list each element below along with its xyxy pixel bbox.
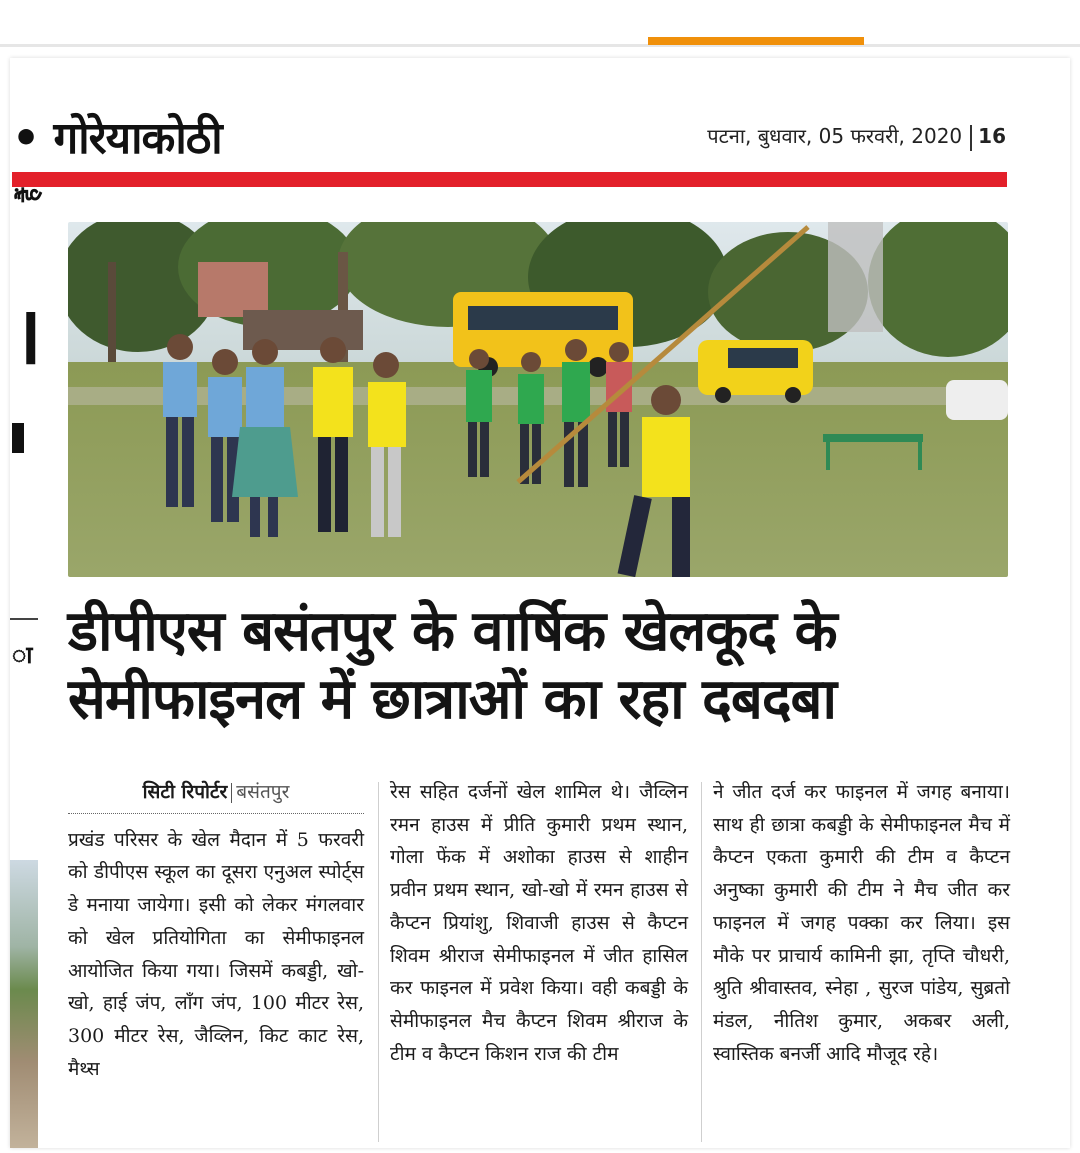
date-text: पटना, बुधवार, 05 फरवरी, 2020 — [707, 124, 963, 148]
byline-separator — [231, 783, 232, 803]
red-rule — [12, 172, 1007, 187]
column-divider — [701, 782, 702, 1142]
sports-field-photo — [68, 222, 1008, 577]
adjacent-mark — [12, 423, 24, 453]
byline — [68, 776, 364, 814]
article-column — [390, 776, 688, 1070]
news-photo — [68, 222, 1008, 577]
newspaper-page — [10, 58, 1070, 1148]
column-divider — [378, 782, 379, 1142]
dateline — [707, 122, 1006, 151]
section-title: • गोरेयाकोठी — [12, 113, 222, 164]
headline: डीपीएस बसंतपुर के वार्षिक खेलकूद के सेमीफाइनल में छात्राओं का रहा दबदबा — [68, 599, 837, 732]
adjacent-text-fragment: हैं — [15, 188, 45, 202]
adjacent-page-strip — [10, 188, 45, 1148]
adjacent-text-fragment: । — [12, 289, 43, 382]
page-number: 16 — [978, 124, 1006, 148]
adjacent-photo — [10, 860, 38, 1148]
article-text: ने जीत दर्ज कर फाइनल में जगह बनाया। साथ ही छात्रा कबड्डी के सेमीफाइनल मैच में कैप्टन एकता कुमारी की टीम व कैप्टन अनुष्का कुमारी की टीम ने मैच जीत कर फाइनल में जगह पक्का कर लिया। इस मौके पर प्राचार्य कामिनी झा, तृप्ति चौधरी, श्रुति श्रीवास्तव, स्नेहा , सुरज पांडेय, सुब्रतो मंडल, नीतिश कुमार, अकबर अली, स्वास्तिक बनर्जी आदि मौजूद रहे। — [713, 781, 1010, 1065]
article-column — [68, 776, 364, 1085]
article-column — [713, 776, 1010, 1070]
article-text: प्रखंड परिसर के खेल मैदान में 5 फरवरी को डीपीएस स्कूल का दूसरा एनुअल स्पोर्ट्स डे मनाया जायेगा। इसी को लेकर मंगलवार को खेल प्रतियोगिता का सेमीफाइनल आयोजित किया गया। जिसमें कबड्डी, खो-खो, हाई जंप, लॉंग जंप, 100 मीटर रेस, 300 मीटर रेस, जैव्लिन, किट काट रेस, मैथ्स — [68, 828, 364, 1080]
app-top-divider — [0, 44, 1080, 47]
dateline-separator — [970, 125, 972, 151]
adjacent-text-fragment: ा — [12, 641, 33, 669]
active-tab-indicator — [648, 37, 864, 45]
article-text: रेस सहित दर्जनों खेल शामिल थे। जैव्लिन रमन हाउस में प्रीति कुमारी प्रथम स्थान, गोला फेंक में अशोका हाउस से शाहीन प्रवीन प्रथम स्थान, खो-खो में रमन हाउस से कैप्टन प्रियांशु, शिवाजी हाउस से कैप्टन शिवम श्रीराज सेमीफाइनल में जीत हासिल कर फाइनल में प्रवेश किया। वही कबड्डी के सेमीफाइनल मैच कैप्टन शिवम श्रीराज के टीम व कैप्टन किशन राज की टीम — [390, 781, 688, 1065]
byline-place: बसंतपुर — [236, 781, 290, 803]
reporter: सिटी रिपोर्टर — [142, 781, 228, 803]
adjacent-rule — [10, 618, 38, 620]
